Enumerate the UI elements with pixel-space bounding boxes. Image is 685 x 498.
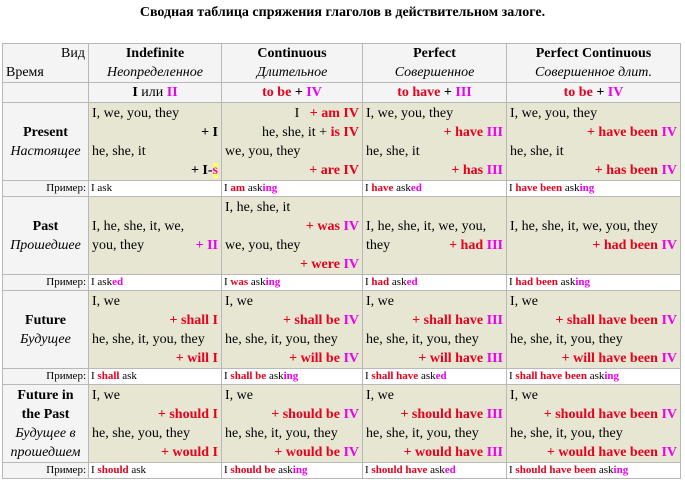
tense-name-en: Present bbox=[23, 124, 68, 140]
cell-text: + has been bbox=[594, 162, 658, 178]
col-header-indefinite bbox=[89, 44, 222, 83]
cell-present-indefinite bbox=[89, 103, 222, 181]
example-text: I bbox=[365, 464, 372, 476]
cell-text: III bbox=[486, 312, 503, 328]
cell-text: + am IV bbox=[309, 105, 359, 121]
tense-label-future bbox=[3, 291, 89, 369]
formula-perfect bbox=[363, 83, 507, 103]
example-text: I bbox=[224, 276, 231, 288]
example-text: ask bbox=[596, 464, 614, 476]
example-text: I bbox=[509, 464, 516, 476]
col-header-en: Indefinite bbox=[125, 46, 185, 61]
tense-name-en: Future bbox=[25, 312, 66, 328]
example-text: ask bbox=[266, 370, 284, 382]
cell-line bbox=[225, 349, 359, 368]
col-header-continuous bbox=[222, 44, 363, 83]
tense-name-ru: Будущее в bbox=[15, 425, 76, 441]
formula-indefinite bbox=[89, 83, 222, 103]
cell-line bbox=[225, 255, 359, 274]
cell-text: he, she, it + bbox=[262, 124, 328, 140]
tense-label-future-in-the-past bbox=[3, 385, 89, 463]
formula-empty-cell bbox=[3, 83, 89, 103]
cell-line: I, we bbox=[225, 293, 253, 309]
cell-text: + should have been bbox=[543, 406, 658, 422]
tense-name-ru: Прошедшее bbox=[10, 237, 81, 253]
formula-continuous bbox=[222, 83, 363, 103]
cell-text: + will have bbox=[418, 350, 484, 366]
cell-line bbox=[366, 443, 503, 462]
example-text: shall have been bbox=[515, 370, 587, 382]
corner-cell bbox=[3, 44, 89, 83]
example-text: shall be bbox=[230, 370, 267, 382]
cell-futurepast-indefinite bbox=[89, 385, 222, 463]
example-text: ask bbox=[393, 182, 411, 194]
example-text: was bbox=[230, 276, 249, 288]
cell-line: + will I bbox=[175, 350, 218, 366]
cell-line bbox=[366, 405, 503, 424]
cell-text: + II bbox=[195, 237, 218, 253]
cell-future-perfect bbox=[363, 291, 507, 369]
formula-text: I bbox=[132, 85, 138, 100]
example-text: ed bbox=[406, 276, 418, 288]
row-present bbox=[3, 103, 681, 181]
example-futurepast-indefinite bbox=[89, 463, 222, 479]
cell-present-continuous bbox=[222, 103, 363, 181]
formula-text: III bbox=[455, 85, 472, 100]
tense-name-en: Past bbox=[32, 218, 59, 234]
cell-line: I, he, she, it, we, you, bbox=[366, 218, 487, 234]
example-row-future bbox=[3, 369, 681, 385]
cell-line: he, she, it, you, they bbox=[366, 425, 479, 441]
cell-text: + were bbox=[299, 256, 340, 272]
col-header-en: Perfect Continuous bbox=[535, 46, 652, 61]
cell-line bbox=[510, 236, 677, 255]
cell-text: IV bbox=[343, 312, 359, 328]
example-text: ask bbox=[245, 182, 263, 194]
example-text: ed bbox=[444, 464, 456, 476]
example-text: ask bbox=[389, 276, 407, 288]
example-label: Пример: bbox=[3, 463, 89, 479]
example-label: Пример: bbox=[3, 369, 89, 385]
cell-text: III bbox=[486, 237, 503, 253]
cell-text: + shall be bbox=[282, 312, 340, 328]
example-futurepast-perfect bbox=[363, 463, 507, 479]
page-title: Сводная таблица спряжения глаголов в действительном залоге. bbox=[139, 5, 546, 20]
cell-text: + will have been bbox=[561, 350, 658, 366]
example-text: ing bbox=[575, 276, 591, 288]
example-past-perfect-continuous bbox=[507, 275, 681, 291]
cell-line bbox=[225, 443, 359, 462]
example-futurepast-continuous bbox=[222, 463, 363, 479]
example-present-perfect-continuous bbox=[507, 181, 681, 197]
cell-text: IV bbox=[661, 237, 677, 253]
example-text: I bbox=[509, 182, 516, 194]
example-present-perfect bbox=[363, 181, 507, 197]
cell-text: + should have bbox=[400, 406, 484, 422]
formula-text: II bbox=[166, 85, 178, 100]
cell-line: + are IV bbox=[309, 162, 359, 178]
tense-name-ru: Будущее bbox=[20, 331, 71, 347]
cell-line bbox=[225, 405, 359, 424]
cell-line bbox=[366, 161, 503, 180]
example-future-indefinite bbox=[89, 369, 222, 385]
row-past bbox=[3, 197, 681, 275]
col-header-en: Continuous bbox=[257, 46, 327, 61]
cell-text: + had bbox=[449, 237, 484, 253]
example-text: ing bbox=[262, 182, 278, 194]
cell-line bbox=[366, 311, 503, 330]
formula-text: + bbox=[291, 85, 307, 100]
example-text: ask bbox=[557, 276, 576, 288]
cell-line bbox=[225, 104, 359, 123]
cell-line: he, she, it, you, they bbox=[92, 331, 205, 347]
cell-text: IV bbox=[343, 406, 359, 422]
example-text: should have been bbox=[515, 464, 597, 476]
example-text: I bbox=[365, 370, 372, 382]
cell-present-perfect-continuous bbox=[507, 103, 681, 181]
cell-past-indefinite bbox=[89, 197, 222, 275]
cell-line bbox=[366, 236, 503, 255]
cell-line bbox=[510, 443, 677, 462]
cell-text: IV bbox=[343, 218, 359, 234]
cell-text: IV bbox=[343, 256, 359, 272]
header-row bbox=[3, 44, 681, 83]
cell-text: III bbox=[486, 162, 503, 178]
cell-text: IV bbox=[661, 350, 677, 366]
example-text: ed bbox=[435, 370, 447, 382]
example-row-present bbox=[3, 181, 681, 197]
cell-line: + I bbox=[201, 124, 218, 140]
cell-text: + shall have bbox=[412, 312, 484, 328]
cell-future-perfect-continuous bbox=[507, 291, 681, 369]
example-row-past bbox=[3, 275, 681, 291]
cell-line: he, she, it bbox=[510, 143, 564, 159]
example-future-continuous bbox=[222, 369, 363, 385]
cell-text: s bbox=[212, 162, 218, 178]
example-label: Пример: bbox=[3, 275, 89, 291]
example-label: Пример: bbox=[3, 181, 89, 197]
col-header-ru: Длительное bbox=[256, 65, 328, 80]
cell-line: he, she, you, they bbox=[92, 425, 190, 441]
example-present-continuous bbox=[222, 181, 363, 197]
cell-line: I, we bbox=[92, 293, 120, 309]
tense-name-ru: прошедшем bbox=[10, 444, 81, 460]
formula-text: to be bbox=[262, 85, 292, 100]
example-text: ing bbox=[265, 276, 281, 288]
cell-futurepast-continuous bbox=[222, 385, 363, 463]
cell-text: III bbox=[486, 444, 503, 460]
example-text: ed bbox=[112, 276, 124, 288]
example-text: shall have bbox=[371, 370, 419, 382]
example-text: ask bbox=[418, 370, 436, 382]
cell-line: I, he, she, it, we, bbox=[92, 218, 185, 234]
formula-text: to have bbox=[397, 85, 441, 100]
example-future-perfect-continuous bbox=[507, 369, 681, 385]
example-text: should be bbox=[230, 464, 276, 476]
cell-text: you, they bbox=[92, 237, 145, 253]
example-past-continuous bbox=[222, 275, 363, 291]
cell-text: + has bbox=[451, 162, 484, 178]
cell-line: + should I bbox=[157, 406, 218, 422]
example-text: I ask bbox=[91, 182, 113, 194]
cell-past-perfect bbox=[363, 197, 507, 275]
cell-past-continuous bbox=[222, 197, 363, 275]
example-text: have bbox=[371, 182, 394, 194]
example-text: ing bbox=[292, 464, 308, 476]
formula-text: или bbox=[137, 85, 167, 100]
cell-text: is IV bbox=[330, 124, 359, 140]
example-text: ask bbox=[248, 276, 266, 288]
cell-text: III bbox=[486, 406, 503, 422]
example-text: ing bbox=[283, 370, 299, 382]
cell-text: + should be bbox=[271, 406, 340, 422]
cell-line bbox=[510, 161, 677, 180]
example-text: ask bbox=[586, 370, 605, 382]
cell-future-indefinite bbox=[89, 291, 222, 369]
col-header-ru: Совершенное длит. bbox=[534, 65, 653, 80]
formula-text: + bbox=[440, 85, 456, 100]
tense-name-en: Future in bbox=[17, 387, 74, 403]
example-text: I ask bbox=[91, 276, 113, 288]
cell-text: + have been bbox=[586, 124, 658, 140]
col-header-ru: Совершенное bbox=[394, 65, 475, 80]
cell-line bbox=[510, 349, 677, 368]
cell-line: I, we, you, they bbox=[510, 105, 598, 121]
formula-text: + bbox=[592, 85, 608, 100]
cell-line bbox=[92, 161, 218, 180]
tense-name-en: the Past bbox=[21, 406, 70, 422]
example-text: ask bbox=[275, 464, 293, 476]
cell-line: he, she, it, you, they bbox=[510, 331, 623, 347]
example-text: ed bbox=[410, 182, 422, 194]
formula-perfect-continuous bbox=[507, 83, 681, 103]
cell-text: + shall have been bbox=[555, 312, 658, 328]
example-text: should bbox=[97, 464, 129, 476]
example-text: ask bbox=[128, 464, 147, 476]
example-text: ask bbox=[119, 370, 137, 382]
example-text: I bbox=[224, 464, 231, 476]
cell-text: IV bbox=[661, 162, 677, 178]
cell-line: I, we bbox=[225, 387, 253, 403]
example-row-future-in-the-past bbox=[3, 463, 681, 479]
example-future-perfect bbox=[363, 369, 507, 385]
cell-line: I, we, you, they bbox=[92, 105, 180, 121]
cell-line: he, she, it, you, they bbox=[366, 331, 479, 347]
cell-text: IV bbox=[661, 124, 677, 140]
cell-text: they bbox=[366, 237, 391, 253]
formula-row bbox=[3, 83, 681, 103]
cell-line: he, she, it bbox=[92, 143, 146, 159]
tense-label-present bbox=[3, 103, 89, 181]
formula-text: IV bbox=[607, 85, 624, 100]
cell-line: + shall I bbox=[169, 312, 218, 328]
cell-text: + would have been bbox=[546, 444, 658, 460]
example-past-perfect bbox=[363, 275, 507, 291]
cell-text: IV bbox=[661, 406, 677, 422]
col-header-ru: Неопределенное bbox=[107, 65, 203, 80]
example-futurepast-perfect-continuous bbox=[507, 463, 681, 479]
cell-line bbox=[510, 123, 677, 142]
example-text: ing bbox=[613, 464, 629, 476]
row-future bbox=[3, 291, 681, 369]
cell-line: I, he, she, it, we, you, they bbox=[510, 218, 658, 234]
tense-label-past bbox=[3, 197, 89, 275]
formula-text: IV bbox=[306, 85, 322, 100]
cell-line: I, we, you, they bbox=[366, 105, 454, 121]
cell-line bbox=[366, 123, 503, 142]
cell-line bbox=[225, 311, 359, 330]
cell-line: + would I bbox=[161, 444, 218, 460]
example-text: ask bbox=[427, 464, 445, 476]
vid-label: Вид bbox=[61, 46, 85, 61]
example-text: I bbox=[365, 182, 372, 194]
vremya-label: Время bbox=[6, 65, 44, 80]
example-text: ing bbox=[604, 370, 620, 382]
cell-futurepast-perfect-continuous bbox=[507, 385, 681, 463]
example-text: had been bbox=[515, 276, 558, 288]
cell-text: IV bbox=[661, 312, 677, 328]
cell-line: I, we bbox=[510, 387, 538, 403]
cell-line bbox=[225, 217, 359, 236]
col-header-perfect bbox=[363, 44, 507, 83]
cell-present-perfect bbox=[363, 103, 507, 181]
example-text: I bbox=[509, 276, 516, 288]
example-text: I bbox=[224, 370, 231, 382]
example-text: I bbox=[91, 464, 98, 476]
cell-line: we, you, they bbox=[225, 237, 301, 253]
cell-text: IV bbox=[343, 350, 359, 366]
cell-text: IV bbox=[343, 444, 359, 460]
cell-line: we, you, they bbox=[225, 143, 301, 159]
example-text: shall bbox=[97, 370, 120, 382]
cell-line: he, she, it bbox=[366, 143, 420, 159]
cell-text: + will be bbox=[289, 350, 340, 366]
example-text: I bbox=[91, 370, 98, 382]
col-header-perfect-continuous bbox=[507, 44, 681, 83]
example-text: should have bbox=[371, 464, 428, 476]
cell-line bbox=[510, 405, 677, 424]
row-future-in-the-past bbox=[3, 385, 681, 463]
cell-line bbox=[510, 311, 677, 330]
example-text: ask bbox=[562, 182, 580, 194]
cell-text: IV bbox=[661, 444, 677, 460]
cell-line bbox=[366, 349, 503, 368]
cell-line bbox=[225, 123, 359, 142]
cell-line: he, she, it, you, they bbox=[225, 425, 338, 441]
cell-futurepast-perfect bbox=[363, 385, 507, 463]
example-past-indefinite bbox=[89, 275, 222, 291]
formula-text: to be bbox=[563, 85, 593, 100]
cell-text: + would be bbox=[274, 444, 340, 460]
cell-line: I, we bbox=[366, 293, 394, 309]
cell-text: + I- bbox=[190, 162, 213, 178]
cell-line bbox=[92, 236, 218, 255]
example-text: have been bbox=[515, 182, 563, 194]
cell-line: I, we bbox=[510, 293, 538, 309]
col-header-en: Perfect bbox=[413, 46, 456, 61]
example-text: had bbox=[371, 276, 390, 288]
cell-text: I bbox=[294, 105, 300, 121]
cell-line: he, she, it, you, they bbox=[225, 331, 338, 347]
cell-text: + was bbox=[305, 218, 340, 234]
example-text: ing bbox=[579, 182, 595, 194]
tense-name-ru: Настоящее bbox=[10, 143, 81, 159]
example-text: I bbox=[509, 370, 516, 382]
cell-line: I, we bbox=[92, 387, 120, 403]
example-text: I bbox=[224, 182, 231, 194]
cell-line: I, we bbox=[366, 387, 394, 403]
example-present-indefinite bbox=[89, 181, 222, 197]
cell-text: + would have bbox=[403, 444, 484, 460]
cell-text: III bbox=[486, 124, 503, 140]
cell-future-continuous bbox=[222, 291, 363, 369]
cell-line: I, he, she, it bbox=[225, 199, 291, 215]
cell-text: + have bbox=[443, 124, 484, 140]
conjugation-table bbox=[2, 43, 681, 479]
example-text: am bbox=[230, 182, 246, 194]
cell-line: he, she, it, you, they bbox=[510, 425, 623, 441]
example-text: I bbox=[365, 276, 372, 288]
cell-past-perfect-continuous bbox=[507, 197, 681, 275]
cell-text: + had been bbox=[592, 237, 658, 253]
cell-text: III bbox=[486, 350, 503, 366]
